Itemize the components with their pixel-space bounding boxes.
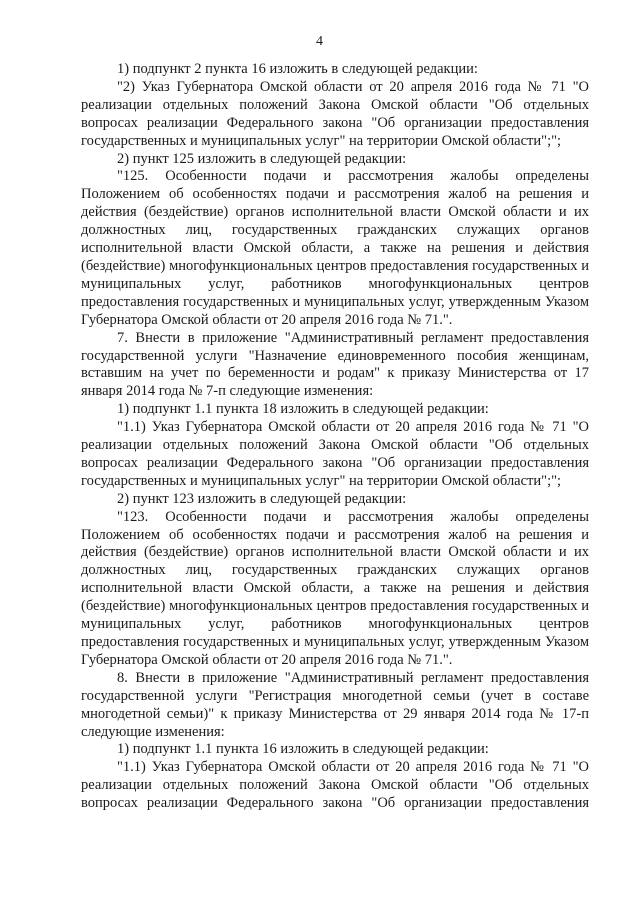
paragraph: "1.1) Указ Губернатора Омской области от 20 апреля 2016 года № 71 "О реализации отдельных положений Закона Омской области "Об отдельных вопросах реализации Федерального закона "Об организации предоставления государственных и муниципальных услуг" на территории Омской области";"; (81, 419, 589, 489)
paragraph: 8. Внести в приложение "Административный регламент предоставления государственной услуги "Регистрация многодетной семьи (учет в составе многодетной семьи)" к приказу Министерства от 29 января 2014 года № 17-п следующие изменения: (81, 669, 589, 740)
paragraph: "1.1) Указ Губернатора Омской области от 20 апреля 2016 года № 71 "О реализации отдельных положений Закона Омской области "Об отдельных вопросах реализации Федерального закона "Об организации предоставления (81, 759, 589, 812)
paragraph: 2) пункт 125 изложить в следующей редакции: (117, 150, 407, 167)
document-body (81, 61, 589, 813)
paragraph: "2) Указ Губернатора Омской области от 20 апреля 2016 года № 71 "О реализации отдельных положений Закона Омской области "Об отдельных вопросах реализации Федерального закона "Об организации предоставления государственных и муниципальных услуг" на территории Омской области";"; (81, 78, 589, 149)
paragraph: 7. Внести в приложение "Административный регламент предоставления государственной услуги "Назначение единовременного пособия женщинам, вставшим на учет по беременности и родам" к приказу Министерства от 17 января 2014 года № 7-п следующие изменения: (81, 329, 589, 400)
paragraph: 1) подпункт 1.1 пункта 18 изложить в следующей редакции: (117, 401, 489, 418)
paragraph: 1) подпункт 2 пункта 16 изложить в следующей редакции: (117, 61, 478, 77)
paragraph: "123. Особенности подачи и рассмотрения жалобы определены Положением об особенностях подачи и рассмотрения жалоб на решения и действия (бездействие) органов исполнительной власти Омской области и их должностных лиц, государственных гражданских служащих органов исполнительной власти Омской области, а также на решения и действия (бездействие) многофункциональных центров предоставления государственных и муниципальных услуг, работников многофункциональных центров предоставления государственных и муниципальных услуг, утвержденным Указом Губернатора Омской области от 20 апреля 2016 года № 71.". (81, 508, 589, 668)
paragraph: 2) пункт 123 изложить в следующей редакции: (117, 490, 407, 507)
page-number: 4 (316, 34, 323, 49)
paragraph: 1) подпункт 1.1 пункта 16 изложить в следующей редакции: (117, 741, 489, 758)
paragraph: "125. Особенности подачи и рассмотрения жалобы определены Положением об особенностях подачи и рассмотрения жалоб на решения и действия (бездействие) органов исполнительной власти Омской области и их должностных лиц, государственных гражданских служащих органов исполнительной власти Омской области, а также на решения и действия (бездействие) многофункциональных центров предоставления государственных и муниципальных услуг, работников многофункциональных центров предоставления государственных и муниципальных услуг, утвержденным Указом Губернатора Омской области от 20 апреля 2016 года № 71.". (81, 168, 589, 328)
